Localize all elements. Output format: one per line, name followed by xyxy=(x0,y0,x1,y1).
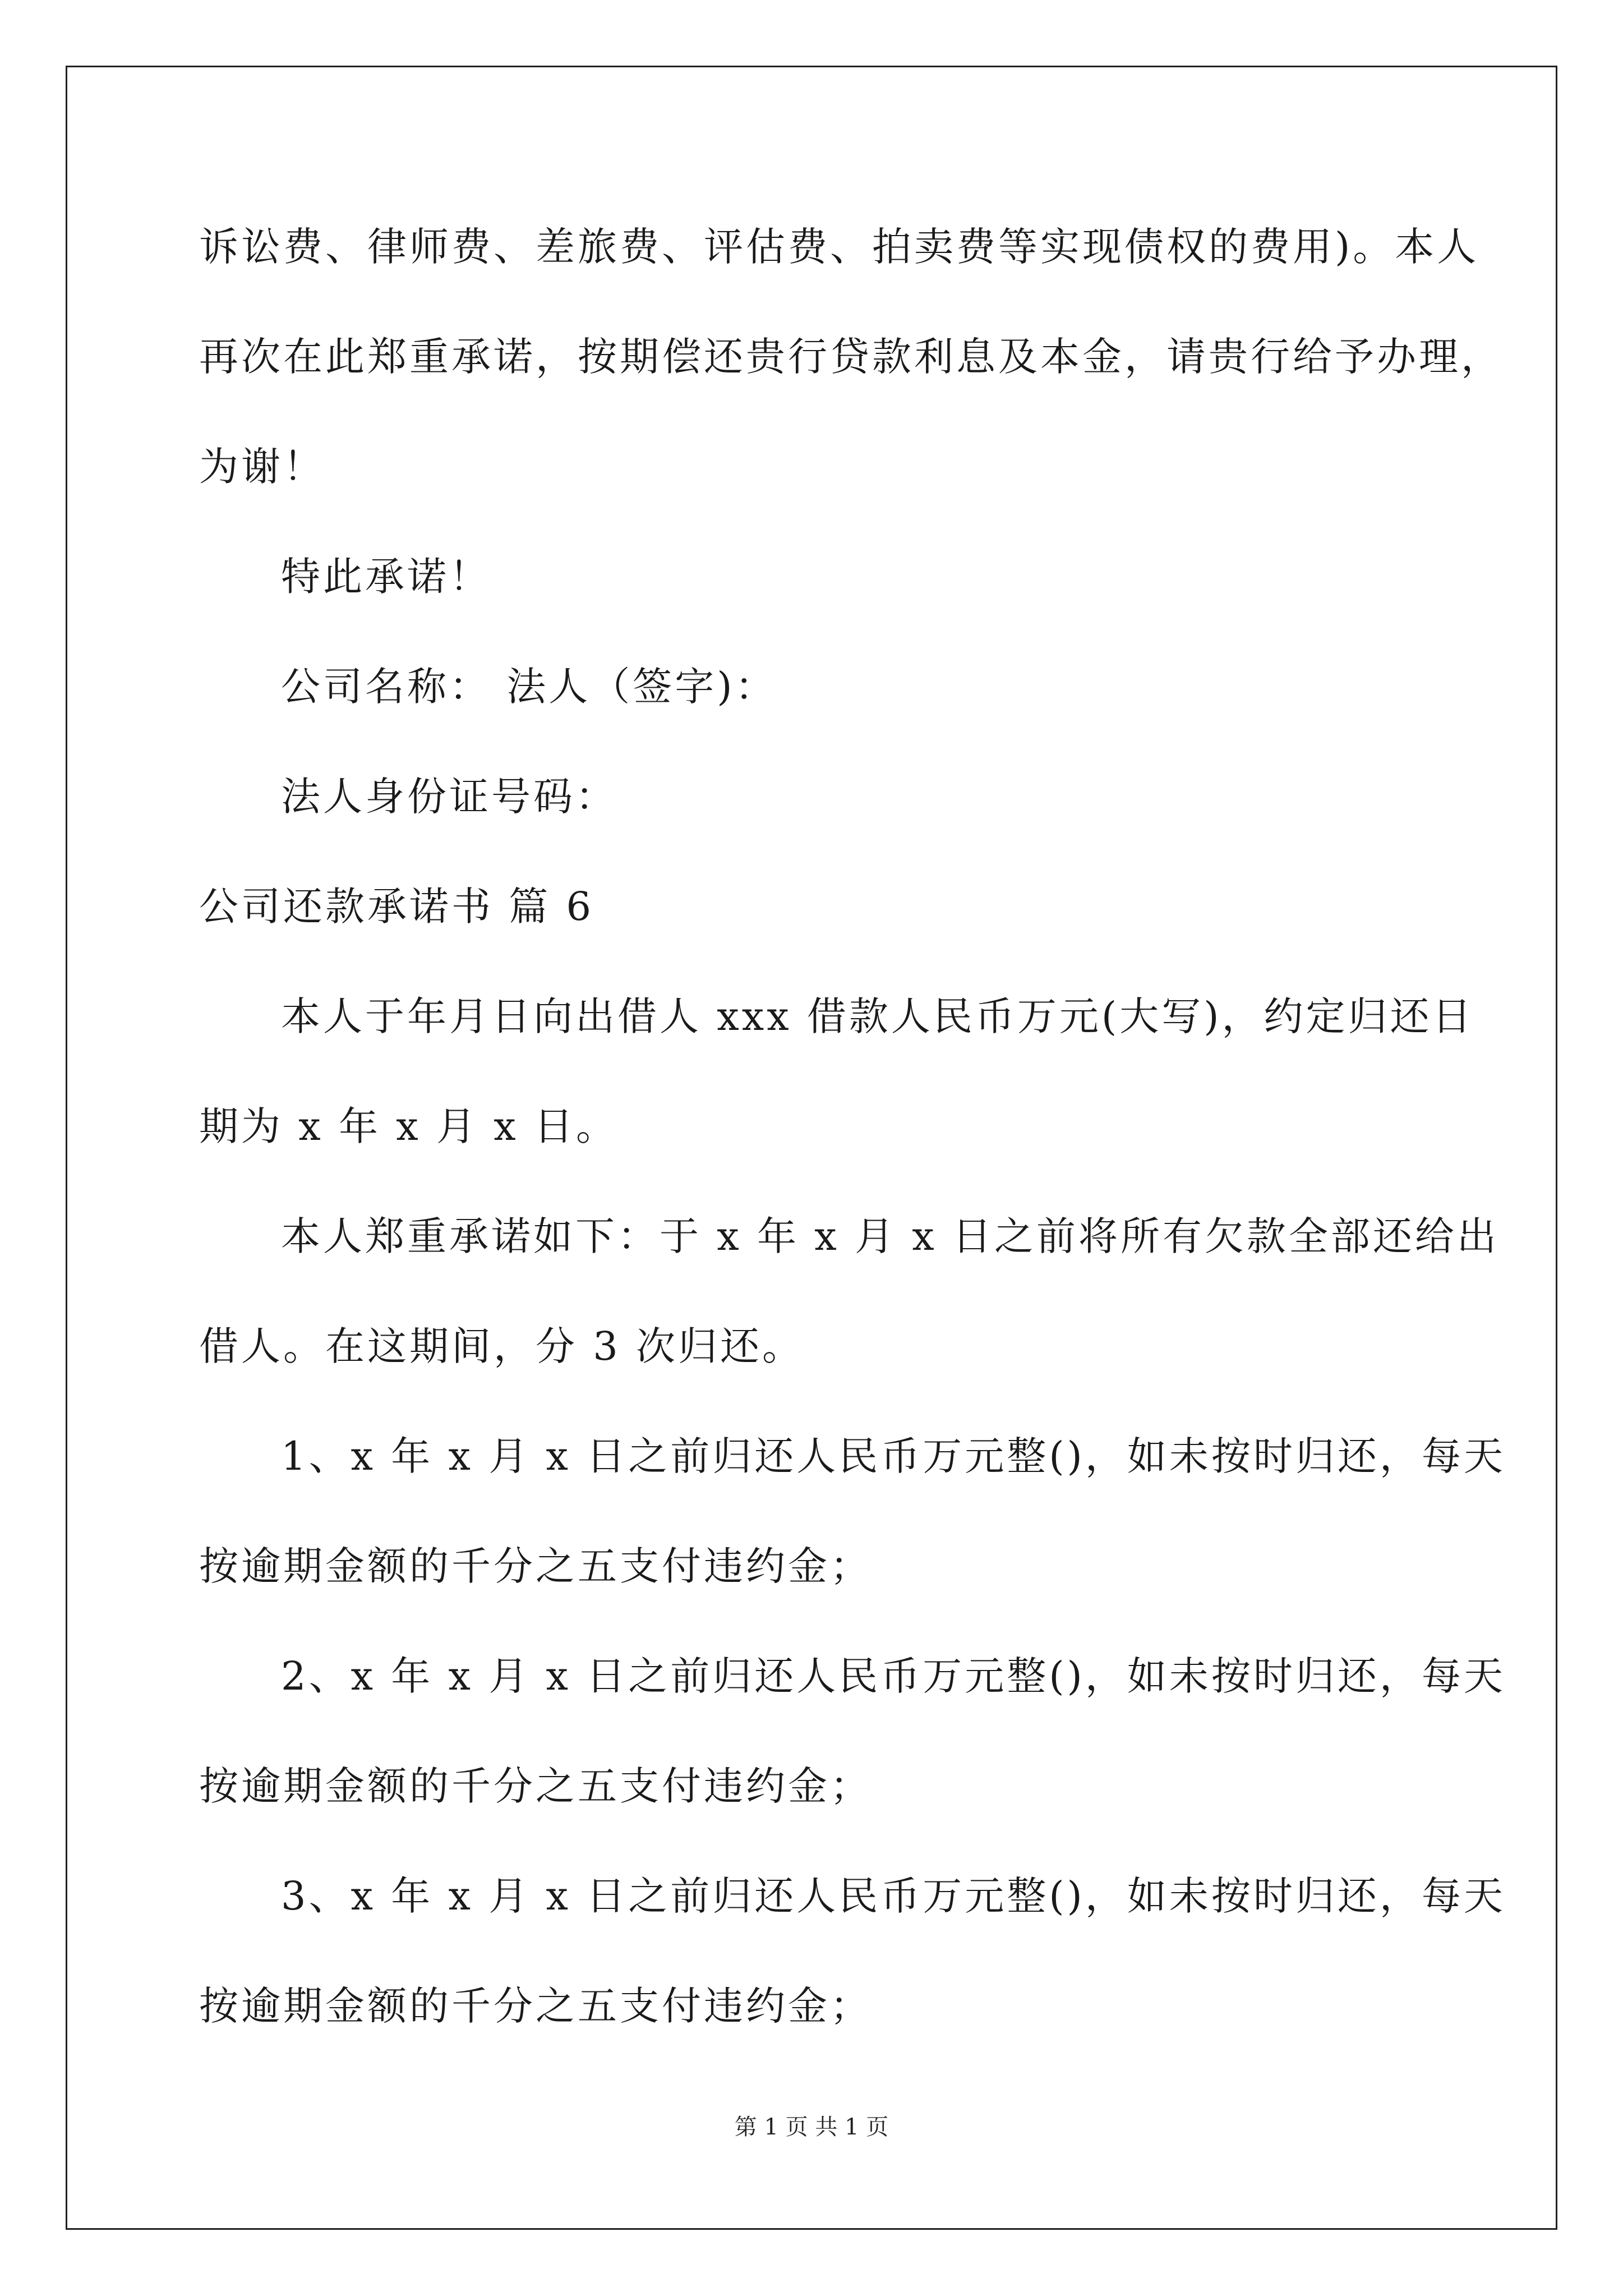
list-item-2-cont: 按逾期金额的千分之五支付违约金； xyxy=(199,1763,872,1809)
list-item-1-cont: 按逾期金额的千分之五支付违约金； xyxy=(199,1543,872,1589)
list-item-3-cont: 按逾期金额的千分之五支付违约金； xyxy=(199,1983,872,2029)
signature-id-line: 法人身份证号码： xyxy=(281,774,617,820)
signature-company-line: 公司名称： 法人（签字)： xyxy=(281,664,777,710)
paragraph-line: 再次在此郑重承诺，按期偿还贵行贷款利息及本金，请贵行给予办理， xyxy=(199,334,1503,380)
paragraph-line: 期为 x 年 x 月 x 日。 xyxy=(199,1103,618,1149)
list-item-1: 1、x 年 x 月 x 日之前归还人民币万元整()，如未按时归还，每天 xyxy=(281,1433,1506,1479)
paragraph-line: 为谢！ xyxy=(199,444,325,490)
paragraph-line: 本人郑重承诺如下：于 x 年 x 月 x 日之前将所有欠款全部还给出 xyxy=(281,1213,1499,1259)
paragraph-line: 特此承诺！ xyxy=(281,554,491,600)
list-item-2: 2、x 年 x 月 x 日之前归还人民币万元整()，如未按时归还，每天 xyxy=(281,1653,1506,1699)
paragraph-line: 借人。在这期间，分 3 次归还。 xyxy=(199,1323,805,1369)
page-number-footer: 第 1 页 共 1 页 xyxy=(734,2114,889,2140)
list-item-3: 3、x 年 x 月 x 日之前归还人民币万元整()，如未按时归还，每天 xyxy=(281,1873,1506,1919)
section-title: 公司还款承诺书 篇 6 xyxy=(199,884,594,930)
paragraph-line: 诉讼费、律师费、差旅费、评估费、拍卖费等实现债权的费用)。本人 xyxy=(199,224,1479,270)
paragraph-line: 本人于年月日向出借人 xxx 借款人民币万元(大写)，约定归还日 xyxy=(281,993,1474,1039)
